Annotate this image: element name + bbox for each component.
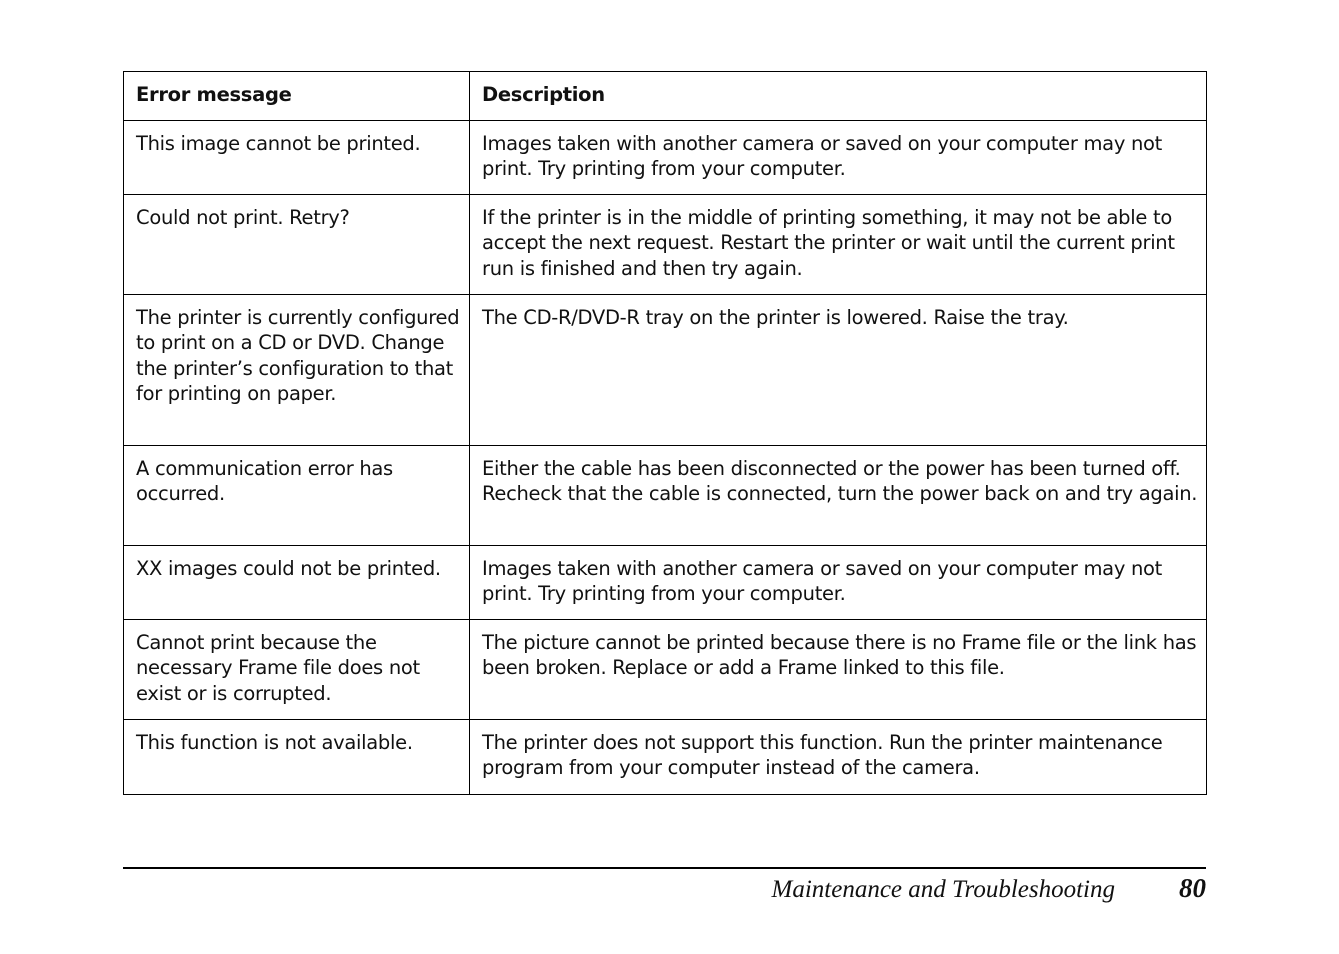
table-row — [124, 120, 1207, 194]
footer-divider — [123, 867, 1206, 869]
table-row — [124, 194, 1207, 294]
description-cell: The printer does not support this function. Run the printer maintenance program from your computer instead of the camera. — [470, 719, 1207, 794]
error-message-cell: Could not print. Retry? — [124, 194, 470, 294]
table-row — [124, 719, 1207, 794]
description-cell: Images taken with another camera or saved on your computer may not print. Try printing from your computer. — [470, 120, 1207, 194]
description-cell: Either the cable has been disconnected or the power has been turned off. Recheck that the cable is connected, turn the power back on and try again. — [470, 445, 1207, 545]
error-message-cell: The printer is currently configured to print on a CD or DVD. Change the printer’s configuration to that for printing on paper. — [124, 294, 470, 445]
column-header-description: Description — [470, 72, 1207, 121]
description-cell: Images taken with another camera or saved on your computer may not print. Try printing from your computer. — [470, 545, 1207, 619]
error-message-cell: A communication error has occurred. — [124, 445, 470, 545]
error-message-cell: XX images could not be printed. — [124, 545, 470, 619]
error-message-cell: This function is not available. — [124, 719, 470, 794]
table-row — [124, 294, 1207, 445]
description-cell: The picture cannot be printed because there is no Frame file or the link has been broken. Replace or add a Frame linked to this file. — [470, 619, 1207, 719]
table-row — [124, 445, 1207, 545]
table-row — [124, 545, 1207, 619]
table-row — [124, 619, 1207, 719]
description-cell: The CD-R/DVD-R tray on the printer is lowered. Raise the tray. — [470, 294, 1207, 445]
column-header-error-message: Error message — [124, 72, 470, 121]
error-message-table — [123, 71, 1207, 795]
page-number: 80 — [1179, 873, 1206, 903]
error-message-cell: Cannot print because the necessary Frame file does not exist or is corrupted. — [124, 619, 470, 719]
footer-section-title: Maintenance and Troubleshooting — [771, 876, 1115, 903]
error-message-cell: This image cannot be printed. — [124, 120, 470, 194]
table-header-row — [124, 72, 1207, 121]
description-cell: If the printer is in the middle of printing something, it may not be able to accept the next request. Restart the printer or wait until the current print run is finished and then try again. — [470, 194, 1207, 294]
